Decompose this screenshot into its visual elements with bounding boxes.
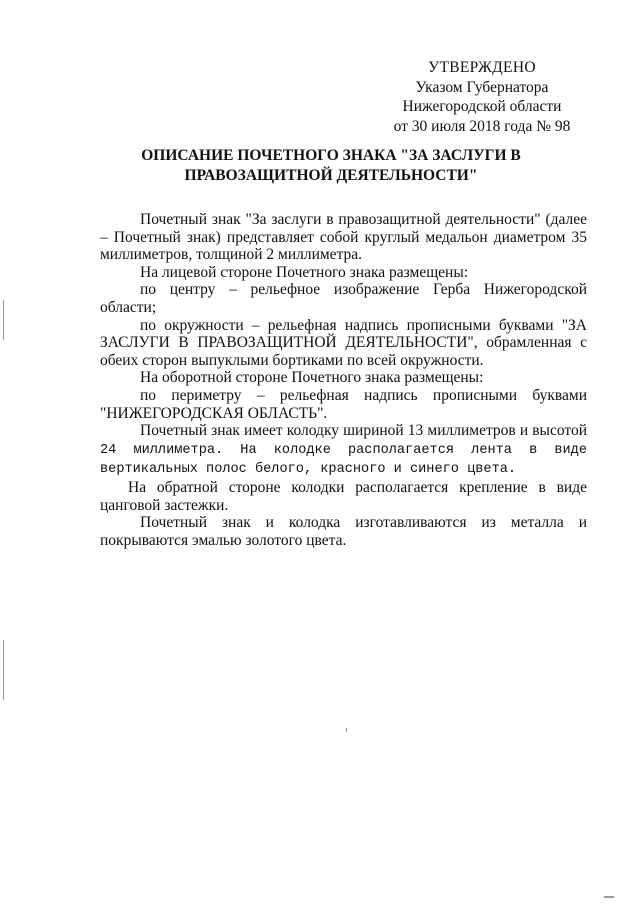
paragraph-7-end: 24 миллиметра. На колодке располагается лента в виде вертикальных полос белого, красного и синего цвета. bbox=[100, 442, 587, 478]
document-title bbox=[96, 146, 566, 185]
scan-dot bbox=[346, 728, 347, 732]
paragraph-1: Почетный знак "За заслуги в правозащитной деятельности" (далее – Почетный знак) представляет собой круглый медальон диаметром 35 миллиметров, толщиной 2 миллиметра. bbox=[100, 211, 587, 264]
paragraph-9: Почетный знак и колодка изготавливаются из металла и покрываются эмалью золотого цвета. bbox=[100, 514, 587, 549]
paragraph-3: по центру – рельефное изображение Герба Нижегородской области; bbox=[100, 281, 587, 316]
scan-corner-mark bbox=[604, 896, 614, 898]
paragraph-6: по периметру – рельефная надпись прописными буквами "НИЖЕГОРОДСКАЯ ОБЛАСТЬ". bbox=[100, 386, 587, 422]
paragraph-8: На обратной стороне колодки располагается крепление в виде цанговой застежки. bbox=[100, 478, 587, 514]
approval-heading: УТВЕРЖДЕНО bbox=[428, 59, 536, 76]
paragraph-4: по окружности – рельефная надпись прописными буквами "ЗА ЗАСЛУГИ В ПРАВОЗАЩИТНОЙ ДЕЯТЕЛЬНОСТИ", обрамленная с обеих сторон выпуклыми бортиками по всей окружности. bbox=[100, 316, 587, 369]
approval-line-2: Нижегородской области bbox=[402, 98, 562, 115]
approval-stamp bbox=[360, 58, 604, 136]
document-body bbox=[100, 211, 587, 549]
paragraph-5: На оборотной стороне Почетного знака размещены: bbox=[140, 369, 484, 387]
approval-line-1: Указом Губернатора bbox=[415, 78, 549, 96]
title-line-2: ПРАВОЗАЩИТНОЙ ДЕЯТЕЛЬНОСТИ" bbox=[184, 166, 478, 184]
title-line-1: ОПИСАНИЕ ПОЧЕТНОГО ЗНАКА "ЗА ЗАСЛУГИ В bbox=[141, 147, 521, 164]
paragraph-7 bbox=[100, 422, 587, 479]
approval-line-3: от 30 июля 2018 года № 98 bbox=[393, 117, 571, 135]
scan-edge-mark bbox=[3, 640, 4, 700]
paragraph-2: На лицевой стороне Почетного знака размещены: bbox=[140, 263, 469, 281]
paragraph-7-start: Почетный знак имеет колодку шириной 13 миллиметров и высотой bbox=[140, 422, 587, 440]
scan-edge-mark bbox=[3, 300, 4, 340]
